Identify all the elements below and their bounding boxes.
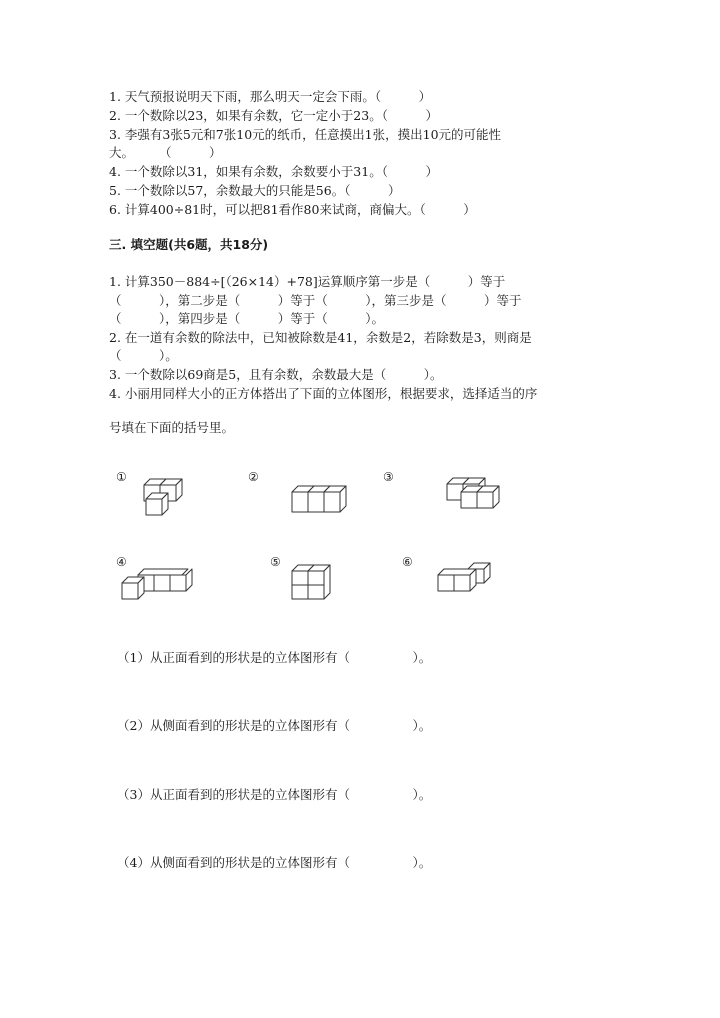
cube-stack-figure [116, 555, 206, 605]
sub-question-4: （4）从侧面看到的形状是的立体图形有（ ）。 [117, 855, 432, 870]
sub-question-3: （3）从正面看到的形状是的立体图形有（ ）。 [117, 787, 432, 802]
cube-stack-figure [383, 470, 503, 525]
cube-stack-figure [270, 555, 350, 605]
fill-question-4: 4. 小丽用同样大小的正方体搭出了下面的立体图形，根据要求，选择适当的序 [109, 386, 538, 401]
cube-stack-figure [402, 555, 502, 605]
judge-question-2: 2. 一个数除以23，如果有余数，它一定小于23。（ ） [109, 108, 438, 123]
fill-question-3: 3. 一个数除以69商是5，且有余数，余数最大是（ ）。 [109, 367, 443, 382]
figure-number: ① [116, 470, 127, 484]
judge-question-5: 5. 一个数除以57，余数最大的只能是56。（ ） [109, 183, 401, 198]
fill-question-2: 2. 在一道有余数的除法中，已知被除数是41，余数是2，若除数是3，则商是 [109, 330, 532, 345]
figure-number: ④ [116, 555, 127, 569]
sub-question-1: （1）从正面看到的形状是的立体图形有（ ）。 [117, 650, 432, 665]
cube-stack-figure [116, 470, 206, 525]
figure-4 [116, 555, 206, 605]
fill-question-1: 1. 计算350－884÷[（26×14）+78]运算顺序第一步是（ ）等于 [109, 274, 506, 289]
judge-question-4: 4. 一个数除以31，如果有余数，余数要小于31。（ ） [109, 164, 438, 179]
fill-question-1-line2: （ ），第二步是（ ）等于（ ），第三步是（ ）等于 [109, 293, 522, 308]
figure-number: ② [248, 470, 259, 484]
figure-number: ③ [383, 470, 394, 484]
judge-question-3-cont: 大。 （ ） [109, 145, 222, 160]
fill-question-2-line2: （ ）。 [109, 348, 178, 363]
fill-question-4-line2: 号填在下面的括号里。 [109, 420, 235, 435]
figure-5 [270, 555, 350, 605]
judge-question-3: 3. 李强有3张5元和7张10元的纸币，任意摸出1张，摸出10元的可能性 [109, 127, 502, 142]
judge-question-1: 1. 天气预报说明天下雨，那么明天一定会下雨。（ ） [109, 89, 432, 104]
figure-number: ⑥ [402, 555, 413, 569]
cube-stack-figure [248, 470, 358, 525]
figure-1 [116, 470, 206, 525]
section-title: 三. 填空题(共6题，共18分) [109, 237, 269, 252]
fill-question-1-line3: （ ），第四步是（ ）等于（ ）。 [109, 311, 385, 326]
judge-question-6: 6. 计算400÷81时，可以把81看作80来试商，商偏大。（ ） [109, 202, 476, 217]
figure-3 [383, 470, 503, 525]
figure-6 [402, 555, 502, 605]
figure-number: ⑤ [270, 555, 281, 569]
figure-2 [248, 470, 358, 525]
sub-question-2: （2）从侧面看到的形状是的立体图形有（ ）。 [117, 718, 432, 733]
